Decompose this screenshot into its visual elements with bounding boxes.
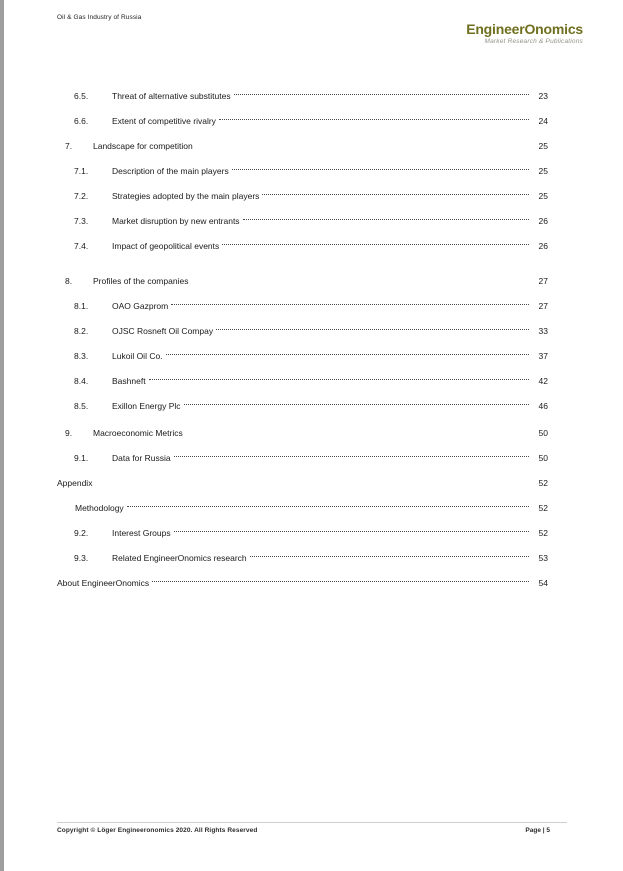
toc-entry-page-number: 24 bbox=[538, 115, 548, 126]
toc-entry bbox=[57, 108, 548, 133]
toc-entry bbox=[57, 183, 548, 208]
toc-entry-label: Market disruption by new entrants bbox=[112, 215, 240, 226]
dot-leader bbox=[262, 194, 529, 195]
toc-entry-label: Lukoil Oil Co. bbox=[112, 350, 163, 361]
toc-entry-page-number: 27 bbox=[538, 275, 548, 286]
toc-entry-label: OAO Gazprom bbox=[112, 300, 169, 311]
toc-entry-number: 8. bbox=[65, 275, 73, 286]
toc-entry-label: Appendix bbox=[57, 477, 93, 488]
toc-entry bbox=[57, 570, 548, 595]
toc-entry-page-number: 27 bbox=[538, 300, 548, 311]
toc-entry-number: 8.5. bbox=[74, 400, 89, 411]
toc-entry bbox=[57, 233, 548, 258]
company-logo bbox=[466, 22, 583, 45]
toc-entry-number: 7.2. bbox=[74, 190, 89, 201]
dot-leader bbox=[184, 404, 529, 405]
toc-entry-label: Extent of competitive rivalry bbox=[112, 115, 216, 126]
footer-page-number: Page | 5 bbox=[525, 827, 550, 834]
toc-entry-label: Landscape for competition bbox=[93, 140, 193, 151]
toc-entry-number: 7.1. bbox=[74, 165, 89, 176]
dot-leader bbox=[243, 219, 529, 220]
dot-leader bbox=[174, 456, 529, 457]
toc-entry-page-number: 23 bbox=[538, 90, 548, 101]
toc-entry-page-number: 53 bbox=[538, 552, 548, 563]
dot-leader bbox=[127, 506, 529, 507]
logo-tagline: Market Research & Publications bbox=[484, 38, 583, 45]
toc-entry-label: Threat of alternative substitutes bbox=[112, 90, 231, 101]
toc-entry bbox=[57, 293, 548, 318]
toc-entry-page-number: 33 bbox=[538, 325, 548, 336]
toc-entry-number: 9.1. bbox=[74, 452, 89, 463]
dot-leader bbox=[166, 354, 529, 355]
toc-entry bbox=[57, 520, 548, 545]
toc-entry-page-number: 54 bbox=[538, 577, 548, 588]
toc-entry bbox=[57, 368, 548, 393]
toc-entry-page-number: 46 bbox=[538, 400, 548, 411]
logo-wordmark: EngineerOnomics bbox=[466, 21, 583, 37]
toc-entry bbox=[57, 420, 548, 445]
toc-entry-label: Description of the main players bbox=[112, 165, 229, 176]
toc-entry-label: Bashneft bbox=[112, 375, 146, 386]
dot-leader bbox=[234, 94, 529, 95]
toc-entry bbox=[57, 393, 548, 418]
toc-entry-number: 6.6. bbox=[74, 115, 89, 126]
dot-leader bbox=[174, 531, 529, 532]
dot-leader bbox=[219, 119, 529, 120]
page-edge-bar bbox=[0, 0, 4, 871]
toc-entry-page-number: 52 bbox=[538, 502, 548, 513]
toc-entry bbox=[57, 545, 548, 570]
toc-entry-number: 8.4. bbox=[74, 375, 89, 386]
table-of-contents bbox=[57, 83, 548, 595]
toc-entry-number: 7. bbox=[65, 140, 73, 151]
toc-entry-page-number: 50 bbox=[538, 452, 548, 463]
toc-entry-number: 8.2. bbox=[74, 325, 89, 336]
toc-entry bbox=[57, 470, 548, 495]
toc-entry-page-number: 37 bbox=[538, 350, 548, 361]
toc-entry-label: Macroeconomic Metrics bbox=[93, 427, 183, 438]
toc-entry-number: 8.1. bbox=[74, 300, 89, 311]
toc-entry-number: 9.3. bbox=[74, 552, 89, 563]
toc-entry-label: Exillon Energy Plc bbox=[112, 400, 181, 411]
toc-entry-number: 9.2. bbox=[74, 527, 89, 538]
footer-divider bbox=[57, 822, 567, 823]
toc-entry-label: Methodology bbox=[75, 502, 124, 513]
toc-entry bbox=[57, 343, 548, 368]
toc-entry-number: 8.3. bbox=[74, 350, 89, 361]
dot-leader bbox=[149, 379, 529, 380]
toc-entry-page-number: 26 bbox=[538, 240, 548, 251]
toc-entry bbox=[57, 158, 548, 183]
toc-entry-page-number: 50 bbox=[538, 427, 548, 438]
toc-entry-page-number: 25 bbox=[538, 190, 548, 201]
toc-entry-page-number: 42 bbox=[538, 375, 548, 386]
toc-entry bbox=[57, 83, 548, 108]
toc-entry bbox=[57, 495, 548, 520]
toc-entry bbox=[57, 133, 548, 158]
dot-leader bbox=[250, 556, 529, 557]
dot-leader bbox=[152, 581, 529, 582]
toc-entry-number: 9. bbox=[65, 427, 73, 438]
toc-entry-number: 6.5. bbox=[74, 90, 89, 101]
dot-leader bbox=[171, 304, 529, 305]
toc-entry-label: Interest Groups bbox=[112, 527, 171, 538]
toc-entry-page-number: 52 bbox=[538, 477, 548, 488]
dot-leader bbox=[232, 169, 529, 170]
toc-entry-label: OJSC Rosneft Oil Compay bbox=[112, 325, 214, 336]
toc-entry bbox=[57, 445, 548, 470]
toc-entry bbox=[57, 318, 548, 343]
toc-entry-label: About EngineerOnomics bbox=[57, 577, 150, 588]
toc-entry-page-number: 26 bbox=[538, 215, 548, 226]
running-header-title: Oil & Gas Industry of Russia bbox=[57, 14, 142, 21]
dot-leader bbox=[216, 329, 529, 330]
toc-entry bbox=[57, 208, 548, 233]
toc-entry-page-number: 25 bbox=[538, 165, 548, 176]
toc-entry-number: 7.4. bbox=[74, 240, 89, 251]
toc-entry bbox=[57, 268, 548, 293]
toc-entry-number: 7.3. bbox=[74, 215, 89, 226]
toc-entry-label: Impact of geopolitical events bbox=[112, 240, 220, 251]
toc-entry-label: Profiles of the companies bbox=[93, 275, 189, 286]
toc-entry-label: Related EngineerOnomics research bbox=[112, 552, 247, 563]
toc-entry-page-number: 25 bbox=[538, 140, 548, 151]
toc-entry-label: Strategies adopted by the main players bbox=[112, 190, 260, 201]
toc-entry-label: Data for Russia bbox=[112, 452, 171, 463]
toc-entry-page-number: 52 bbox=[538, 527, 548, 538]
footer-copyright: Copyright © Löger Engineeronomics 2020. All Rights Reserved bbox=[57, 827, 258, 834]
dot-leader bbox=[222, 244, 529, 245]
